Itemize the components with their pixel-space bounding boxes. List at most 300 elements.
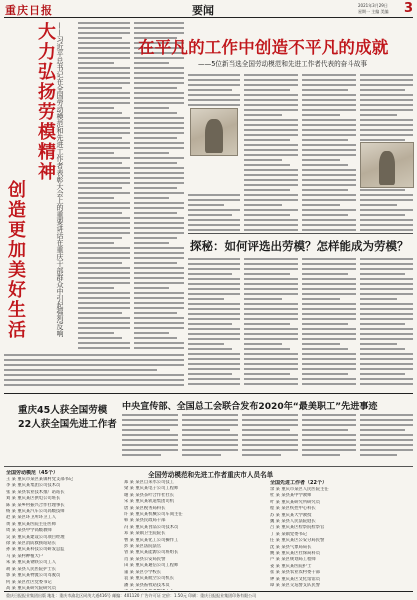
text-line bbox=[188, 229, 240, 231]
text-line bbox=[78, 162, 122, 164]
text-line bbox=[78, 277, 130, 279]
text-line bbox=[302, 373, 348, 375]
text-line bbox=[360, 134, 413, 136]
list-col3-item: 姜 某 重庆某医院护士 bbox=[270, 563, 312, 569]
text-line bbox=[134, 132, 184, 134]
list-col3-item: 杜 某 某县某中学教师 bbox=[270, 493, 312, 499]
text-line bbox=[188, 99, 240, 101]
text-line bbox=[78, 312, 122, 314]
text-line bbox=[134, 137, 177, 139]
text-line bbox=[134, 172, 184, 174]
text-line bbox=[134, 287, 169, 289]
text-line bbox=[134, 127, 184, 129]
text-line bbox=[182, 434, 238, 436]
text-line bbox=[244, 348, 290, 350]
text-line bbox=[242, 414, 298, 416]
text-line bbox=[302, 219, 356, 221]
list-col2-item: 曹 某 重庆某化工公司操作工 bbox=[124, 537, 179, 543]
text-line bbox=[134, 262, 177, 264]
list-col1-item: 杨 某 重庆某汽车公司高级技师 bbox=[6, 509, 65, 515]
text-line bbox=[360, 303, 413, 305]
bottom-body-col1 bbox=[122, 414, 178, 462]
text-line bbox=[188, 358, 240, 360]
text-line bbox=[302, 278, 356, 280]
text-line bbox=[302, 104, 356, 106]
list-col1-item: 郭 某 重庆某物流公司驾驶员 bbox=[6, 573, 61, 579]
text-line bbox=[188, 94, 240, 96]
list-col1-item: 胡 某 某县人民医院护士长 bbox=[6, 566, 56, 572]
list-col2-item: 肖 某 某县公安局民警 bbox=[124, 556, 166, 562]
text-line bbox=[188, 288, 240, 290]
text-line bbox=[134, 112, 177, 114]
list-col1-item: 何 某 某区社区党委书记 bbox=[6, 579, 52, 585]
text-line bbox=[360, 229, 413, 231]
text-line bbox=[244, 109, 298, 111]
text-line bbox=[360, 429, 405, 431]
text-line bbox=[244, 258, 298, 260]
text-line bbox=[302, 444, 356, 446]
text-line bbox=[360, 224, 413, 226]
text-line bbox=[360, 189, 405, 191]
feature-title-line1: 大力弘扬劳模精神 bbox=[35, 22, 56, 182]
page-number: 3 bbox=[404, 1, 414, 16]
text-line bbox=[360, 79, 413, 81]
text-line bbox=[188, 79, 240, 81]
text-line bbox=[122, 414, 178, 416]
text-line bbox=[244, 368, 298, 370]
text-line bbox=[134, 277, 184, 279]
list-col1-item: 周 某 某县中学高级教师 bbox=[6, 528, 52, 534]
list-col1 bbox=[6, 470, 114, 590]
text-line bbox=[242, 424, 298, 426]
text-line bbox=[302, 298, 340, 300]
text-line bbox=[302, 179, 356, 181]
text-line bbox=[188, 313, 240, 315]
text-line bbox=[182, 454, 221, 456]
text-line bbox=[360, 378, 413, 380]
text-line bbox=[244, 94, 298, 96]
text-line bbox=[134, 102, 184, 104]
text-line bbox=[78, 72, 130, 74]
text-line bbox=[244, 169, 298, 171]
text-line bbox=[244, 114, 282, 116]
text-line bbox=[78, 112, 122, 114]
list-col3 bbox=[270, 480, 413, 590]
text-line bbox=[360, 109, 413, 111]
text-line bbox=[134, 292, 184, 294]
text-line bbox=[182, 429, 230, 431]
text-line bbox=[360, 308, 413, 310]
text-line bbox=[360, 368, 413, 370]
text-line bbox=[78, 272, 130, 274]
text-line bbox=[134, 342, 184, 344]
text-line bbox=[134, 312, 177, 314]
text-line bbox=[78, 192, 130, 194]
text-line bbox=[244, 164, 290, 166]
text-line bbox=[188, 353, 240, 355]
text-line bbox=[78, 347, 130, 349]
text-line bbox=[4, 374, 184, 376]
text-line bbox=[78, 22, 130, 24]
mid-divider bbox=[188, 233, 413, 234]
main-body-col2 bbox=[244, 74, 298, 234]
text-line bbox=[244, 159, 282, 161]
text-line bbox=[78, 237, 122, 239]
text-line bbox=[360, 363, 413, 365]
list-col1-head: 全国劳动模范（45个） bbox=[6, 470, 58, 476]
text-line bbox=[302, 189, 348, 191]
text-line bbox=[122, 454, 161, 456]
text-line bbox=[188, 303, 240, 305]
text-line bbox=[360, 328, 413, 330]
text-line bbox=[302, 318, 356, 320]
text-line bbox=[360, 129, 413, 131]
list-col1-item: 高 某 重庆某研究院研究员 bbox=[6, 585, 56, 590]
story-photo-1 bbox=[190, 108, 238, 156]
text-line bbox=[242, 429, 290, 431]
text-line bbox=[242, 449, 298, 451]
text-line bbox=[134, 72, 184, 74]
text-line bbox=[78, 142, 130, 144]
text-line bbox=[78, 137, 122, 139]
text-line bbox=[360, 293, 413, 295]
text-line bbox=[302, 449, 356, 451]
text-line bbox=[302, 84, 356, 86]
text-line bbox=[360, 419, 413, 421]
text-line bbox=[244, 323, 290, 325]
text-line bbox=[244, 224, 298, 226]
text-line bbox=[360, 288, 413, 290]
text-line bbox=[4, 384, 184, 386]
text-line bbox=[244, 318, 298, 320]
text-line bbox=[78, 257, 130, 259]
list-col1-item: 王 某 重庆市某区某镇村党支部书记 bbox=[6, 477, 74, 482]
text-line bbox=[134, 252, 184, 254]
chongqing-award-box bbox=[4, 398, 118, 438]
text-line bbox=[134, 107, 169, 109]
text-line bbox=[78, 92, 130, 94]
list-col3-item: 程 某 某区疾控中心科长 bbox=[270, 506, 316, 512]
text-line bbox=[302, 308, 356, 310]
text-line bbox=[302, 174, 356, 176]
text-line bbox=[360, 348, 405, 350]
list-col1-item: 孙 某 重庆某科技公司研发总监 bbox=[6, 547, 65, 553]
text-line bbox=[188, 383, 240, 385]
text-line bbox=[244, 358, 298, 360]
text-line bbox=[360, 219, 413, 221]
text-line bbox=[188, 194, 240, 196]
text-line bbox=[78, 332, 114, 334]
text-line bbox=[122, 449, 178, 451]
text-line bbox=[134, 327, 184, 329]
main-story-subtitle: ——5位新当选全国劳动模范和先进工作者代表的奋斗故事 bbox=[198, 60, 368, 68]
list-col3-item: 任 某 重庆某区公安分局民警 bbox=[270, 538, 325, 544]
text-line bbox=[78, 107, 114, 109]
text-line bbox=[244, 278, 298, 280]
list-col3-item: 叶 某 重庆某研究所研究员 bbox=[270, 499, 320, 505]
text-line bbox=[188, 328, 240, 330]
list-col3-head: 全国先进工作者（22个） bbox=[270, 480, 327, 486]
text-line bbox=[244, 313, 298, 315]
text-line bbox=[188, 343, 224, 345]
text-line bbox=[360, 358, 413, 360]
text-line bbox=[360, 323, 405, 325]
text-line bbox=[360, 263, 413, 265]
text-line bbox=[188, 89, 232, 91]
text-line bbox=[302, 144, 356, 146]
text-line bbox=[78, 342, 130, 344]
text-line bbox=[78, 322, 130, 324]
text-line bbox=[182, 419, 238, 421]
text-line bbox=[78, 242, 114, 244]
text-line bbox=[78, 37, 122, 39]
list-col2-item: 邓 某 某镇卫生院院长 bbox=[124, 531, 166, 537]
text-line bbox=[134, 307, 184, 309]
list-col2-item: 郑 某 某区自来水公司技工 bbox=[124, 480, 174, 485]
text-line bbox=[78, 207, 130, 209]
text-line bbox=[360, 383, 413, 385]
text-line bbox=[134, 122, 184, 124]
masthead bbox=[0, 0, 417, 18]
text-line bbox=[302, 74, 356, 76]
text-line bbox=[188, 378, 240, 380]
text-line bbox=[188, 273, 232, 275]
text-line bbox=[360, 283, 413, 285]
list-col2-item: 冯 某 重庆某食品公司技术员 bbox=[124, 524, 179, 530]
text-line bbox=[134, 82, 184, 84]
text-line bbox=[302, 124, 356, 126]
qa-story-title: 探秘：如何评选出劳模？怎样能成为劳模？ bbox=[190, 239, 409, 253]
text-line bbox=[78, 62, 114, 64]
text-line bbox=[360, 258, 413, 260]
text-line bbox=[134, 147, 184, 149]
text-line bbox=[302, 303, 356, 305]
text-line bbox=[78, 67, 130, 69]
text-line bbox=[188, 278, 240, 280]
editor-line: 星期一 主编 美编 bbox=[358, 9, 389, 14]
list-col1-item: 徐 某 某区消防救援站站长 bbox=[6, 541, 56, 547]
text-line bbox=[188, 84, 240, 86]
text-line bbox=[360, 104, 413, 106]
text-line bbox=[188, 363, 240, 365]
main-story-title: 在平凡的工作中创造不平凡的成就 bbox=[138, 38, 389, 57]
list-col2-item: 韩 某 某县民政局干部 bbox=[124, 518, 166, 524]
text-line bbox=[78, 42, 130, 44]
section-title: 要闻 bbox=[192, 4, 214, 17]
text-line bbox=[134, 162, 177, 164]
list-col1-item: 黄 某 重庆某医院主任医师 bbox=[6, 521, 56, 527]
text-line bbox=[360, 353, 413, 355]
text-line bbox=[244, 209, 298, 211]
text-line bbox=[134, 282, 184, 284]
text-line bbox=[134, 297, 184, 299]
text-line bbox=[182, 414, 238, 416]
text-line bbox=[188, 298, 224, 300]
text-line bbox=[302, 429, 348, 431]
text-line bbox=[360, 94, 413, 96]
list-col2-item bbox=[124, 589, 264, 590]
text-line bbox=[360, 209, 413, 211]
text-line bbox=[360, 99, 413, 101]
text-line bbox=[360, 204, 397, 206]
text-line bbox=[188, 263, 240, 265]
text-line bbox=[4, 359, 184, 361]
text-line bbox=[78, 327, 130, 329]
text-line bbox=[78, 187, 122, 189]
text-line bbox=[242, 439, 298, 441]
list-title: 全国劳动模范和先进工作者重庆市人员名单 bbox=[148, 471, 274, 479]
text-line bbox=[78, 77, 130, 79]
text-line bbox=[302, 129, 356, 131]
footer-text: 重庆日报报业集团出版 地址：重庆市渝北区同茂大道416号 邮编：401120 广告许可证 定价：1.50元 印刷：重庆日报报业集团印务有限公司 bbox=[6, 593, 257, 598]
text-line bbox=[78, 87, 122, 89]
main-body-col3 bbox=[302, 74, 356, 234]
text-line bbox=[134, 227, 184, 229]
text-line bbox=[302, 99, 356, 101]
newspaper-brand: 重庆日报 bbox=[5, 4, 53, 17]
list-col2-item: 彭 某 某区法院法官 bbox=[124, 544, 162, 550]
text-line bbox=[244, 283, 298, 285]
text-line bbox=[188, 338, 240, 340]
text-line bbox=[302, 263, 356, 265]
text-line bbox=[244, 134, 298, 136]
bottom-headline: 中央宣传部、全国总工会联合发布2020年“最美职工”先进事迹 bbox=[122, 402, 378, 412]
text-line bbox=[302, 424, 356, 426]
list-col3-item: 钟 某 重庆某区文化馆馆员 bbox=[270, 576, 320, 582]
text-line bbox=[134, 62, 169, 64]
text-line bbox=[244, 343, 282, 345]
text-line bbox=[134, 27, 184, 29]
list-col3-item: 苏 某 重庆某大学教授 bbox=[270, 512, 312, 518]
text-line bbox=[134, 142, 184, 144]
text-line bbox=[360, 343, 397, 345]
text-line bbox=[360, 268, 413, 270]
header-divider bbox=[4, 17, 413, 18]
list-col1-item: 朱 某 重庆某钢铁公司工人 bbox=[6, 560, 56, 566]
list-col1-item: 赵 某 某区环卫所环卫工人 bbox=[6, 515, 56, 521]
text-line bbox=[244, 189, 290, 191]
list-col2-item: 袁 某 重庆某航空公司机长 bbox=[124, 576, 174, 582]
text-line bbox=[122, 429, 170, 431]
text-line bbox=[134, 332, 169, 334]
text-line bbox=[78, 57, 130, 59]
text-line bbox=[134, 177, 184, 179]
text-line bbox=[360, 89, 405, 91]
text-line bbox=[360, 414, 413, 416]
text-line bbox=[134, 77, 184, 79]
text-line bbox=[134, 272, 184, 274]
list-col3-item: 崔 某 某县农业农村委干部 bbox=[270, 570, 320, 576]
text-line bbox=[134, 87, 177, 89]
text-line bbox=[302, 328, 356, 330]
bottom-body-col5 bbox=[360, 414, 413, 462]
text-line bbox=[134, 97, 184, 99]
text-line bbox=[360, 84, 413, 86]
text-line bbox=[242, 454, 281, 456]
text-line bbox=[78, 232, 130, 234]
text-line bbox=[78, 172, 130, 174]
text-line bbox=[78, 167, 130, 169]
text-line bbox=[244, 363, 298, 365]
text-line bbox=[78, 197, 114, 199]
text-line bbox=[78, 117, 130, 119]
text-line bbox=[302, 214, 348, 216]
list-col2-item: 宋 某 重庆某轨道集团司机 bbox=[124, 499, 174, 505]
text-line bbox=[302, 94, 356, 96]
text-line bbox=[188, 283, 240, 285]
text-line bbox=[4, 364, 184, 366]
text-line bbox=[302, 224, 356, 226]
bottom-section-divider bbox=[4, 393, 413, 394]
text-line bbox=[78, 302, 130, 304]
text-line bbox=[302, 288, 356, 290]
text-line bbox=[244, 273, 290, 275]
text-line bbox=[188, 209, 240, 211]
text-line bbox=[244, 204, 282, 206]
text-line bbox=[244, 99, 298, 101]
text-line bbox=[134, 92, 184, 94]
text-line bbox=[182, 449, 238, 451]
text-line bbox=[242, 444, 298, 446]
text-line bbox=[302, 419, 356, 421]
text-line bbox=[360, 318, 413, 320]
text-line bbox=[302, 283, 356, 285]
text-line bbox=[302, 434, 356, 436]
text-line bbox=[134, 22, 184, 24]
text-line bbox=[134, 247, 184, 249]
text-line bbox=[78, 122, 130, 124]
text-line bbox=[244, 79, 298, 81]
text-line bbox=[244, 154, 298, 156]
list-col3-item: 谭 某 某区交巡警支队民警 bbox=[270, 583, 320, 589]
text-line bbox=[4, 379, 184, 381]
text-line bbox=[78, 267, 130, 269]
text-line bbox=[78, 247, 130, 249]
text-line bbox=[360, 454, 397, 456]
text-line bbox=[78, 82, 130, 84]
text-line bbox=[134, 242, 169, 244]
text-line bbox=[244, 184, 298, 186]
qa-body-col4 bbox=[360, 258, 413, 390]
text-line bbox=[302, 149, 356, 151]
list-col2-item: 唐 某 某区税务局科长 bbox=[124, 505, 166, 511]
text-line bbox=[78, 282, 130, 284]
text-line bbox=[78, 307, 130, 309]
text-line bbox=[188, 333, 240, 335]
text-line bbox=[302, 229, 356, 231]
text-line bbox=[78, 217, 130, 219]
text-line bbox=[244, 199, 298, 201]
text-line bbox=[302, 199, 356, 201]
text-line bbox=[360, 373, 405, 375]
text-line bbox=[134, 217, 184, 219]
text-line bbox=[302, 363, 356, 365]
text-line bbox=[244, 338, 298, 340]
text-line bbox=[188, 268, 240, 270]
text-line bbox=[360, 199, 413, 201]
text-line bbox=[188, 104, 240, 106]
text-line bbox=[360, 298, 397, 300]
text-line bbox=[244, 373, 290, 375]
text-line bbox=[360, 449, 413, 451]
text-line bbox=[78, 147, 130, 149]
text-line bbox=[134, 237, 177, 239]
text-line bbox=[360, 434, 413, 436]
text-line bbox=[244, 288, 298, 290]
text-line bbox=[360, 74, 413, 76]
text-line bbox=[188, 323, 232, 325]
list-col2-item: 许 某 重庆某机械公司车间主任 bbox=[124, 512, 183, 518]
